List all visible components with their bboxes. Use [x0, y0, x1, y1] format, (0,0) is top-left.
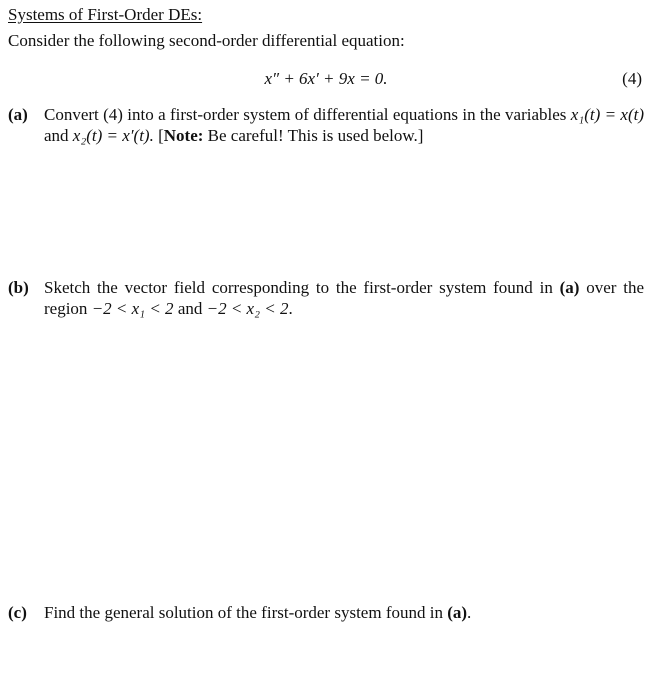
part-c-end: . — [467, 603, 472, 622]
part-a-mid: and — [44, 126, 73, 145]
part-b-end: . — [288, 299, 293, 318]
part-a-math-x1: x₁(t) = x(t) — [570, 105, 644, 124]
part-a-note-text: Be careful! This is used below.] — [203, 126, 424, 145]
part-c-label: (c) — [8, 603, 27, 622]
part-c-text — [44, 602, 644, 623]
intro-text: Consider the following second-order differential equation: — [8, 31, 405, 50]
section-title: Systems of First-Order DEs: — [8, 5, 203, 24]
part-b-range-x1: −2 < x₁ < 2 — [91, 299, 174, 318]
part-b-mid: over the region — [44, 278, 644, 318]
equation-number: (4) — [622, 69, 642, 88]
part-c — [8, 602, 644, 623]
part-c-pre: Find the general solution of the first-order system found in — [44, 603, 448, 622]
part-b — [8, 277, 644, 319]
part-b-range-x2: −2 < x₂ < 2 — [206, 299, 289, 318]
part-a — [8, 104, 644, 146]
part-b-pre: Sketch the vector field corresponding to the first-order system found in — [44, 278, 560, 297]
part-c-ref: (a) — [447, 603, 468, 622]
part-a-math-x2: x₂(t) = x′(t). — [72, 126, 154, 145]
part-b-ref: (a) — [559, 278, 580, 297]
part-a-pre: Convert (4) into a first-order system of differential equations in the variables — [44, 105, 571, 124]
part-b-and: and — [173, 299, 207, 318]
part-b-label: (b) — [8, 278, 29, 297]
equation: x″ + 6x′ + 9x = 0. — [264, 69, 388, 88]
part-a-note-label: Note: — [163, 126, 204, 145]
part-a-text — [44, 104, 644, 146]
part-b-text — [44, 277, 644, 319]
part-a-bracket: [ — [153, 126, 164, 145]
part-a-label: (a) — [8, 105, 28, 124]
